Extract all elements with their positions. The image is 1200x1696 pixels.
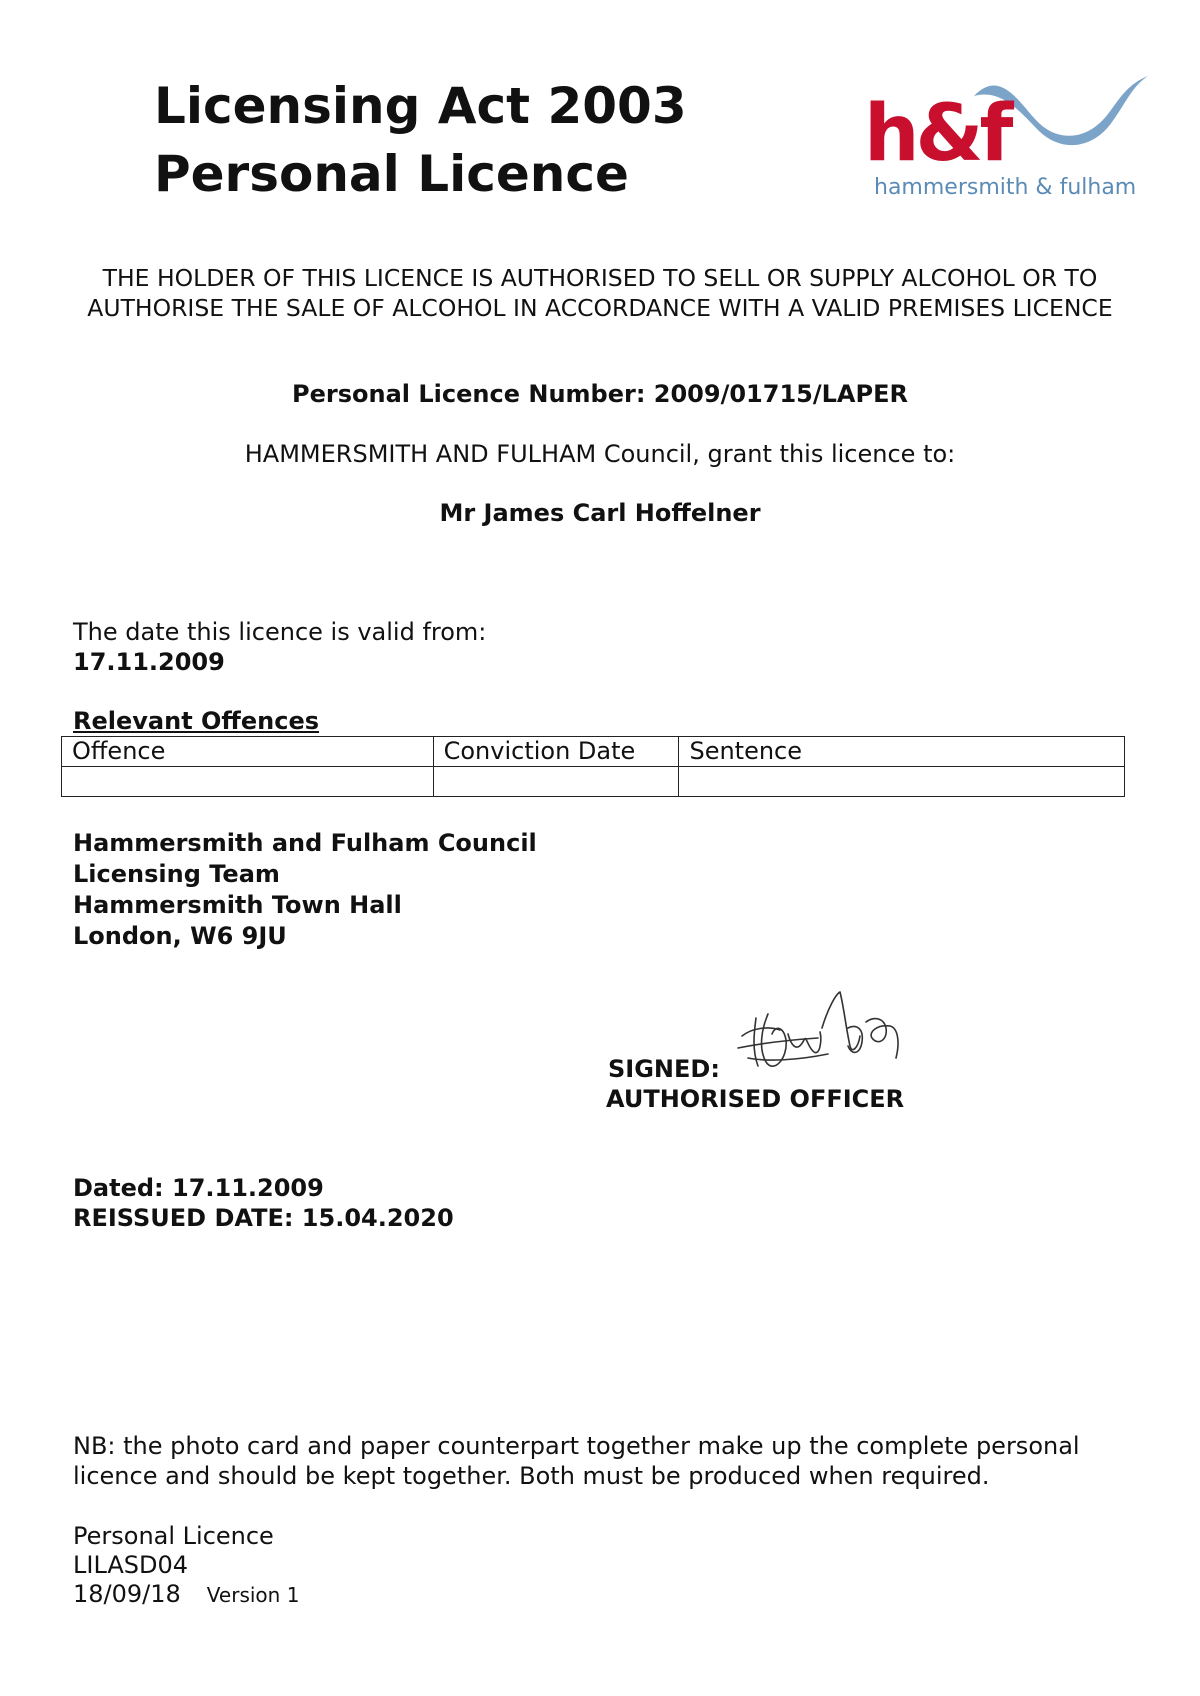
address-line-building: Hammersmith Town Hall (73, 891, 402, 919)
relevant-offences-table (61, 736, 1125, 797)
address-line-team: Licensing Team (73, 860, 280, 888)
footer-doc-name: Personal Licence (73, 1522, 274, 1550)
table-row (62, 767, 1125, 797)
logo-mark: h&f (864, 89, 1010, 179)
offences-header-row (62, 737, 1125, 767)
authorisation-statement: THE HOLDER OF THIS LICENCE IS AUTHORISED TO SELL OR SUPPLY ALCOHOL OR TO AUTHORISE THE SALE OF ALCOHOL IN ACCORDANCE WITH A VALID PREMISES LICENCE (87, 264, 1113, 322)
licence-holder-name: Mr James Carl Hoffelner (439, 499, 761, 527)
column-header-offence: Offence (62, 737, 434, 767)
officer-signature (728, 988, 908, 1078)
nb-note: NB: the photo card and paper counterpart together make up the complete personal licence and should be kept together. Both must be produced when required. (73, 1432, 1080, 1490)
address-line-city: London, W6 9JU (73, 922, 287, 950)
offence-cell (62, 767, 434, 797)
document-footer (73, 1522, 299, 1610)
title-line-licence: Personal Licence (154, 145, 629, 203)
conviction-date-cell (433, 767, 679, 797)
council-address (73, 828, 537, 952)
dated-line: Dated: 17.11.2009 (73, 1174, 324, 1202)
reissued-date-line: REISSUED DATE: 15.04.2020 (73, 1204, 454, 1232)
logo-name: hammersmith & fulham (874, 175, 1137, 200)
footer-date: 18/09/18 (73, 1580, 181, 1608)
authorised-officer-label: AUTHORISED OFFICER (606, 1085, 905, 1113)
column-header-sentence: Sentence (679, 737, 1125, 767)
valid-from-label: The date this licence is valid from: (73, 618, 487, 646)
date-block (73, 1173, 454, 1233)
licence-number: Personal Licence Number: 2009/01715/LAPER (292, 380, 908, 408)
column-header-conviction-date: Conviction Date (433, 737, 679, 767)
relevant-offences-heading: Relevant Offences (73, 707, 320, 735)
title-line-act: Licensing Act 2003 (154, 77, 687, 135)
grant-statement: HAMMERSMITH AND FULHAM Council, grant this licence to: (244, 440, 956, 468)
sentence-cell (679, 767, 1125, 797)
footer-date-version (73, 1580, 299, 1610)
document-title (154, 72, 687, 208)
address-line-council: Hammersmith and Fulham Council (73, 829, 537, 857)
valid-from-date: 17.11.2009 (73, 648, 225, 676)
footer-code: LILASD04 (73, 1551, 189, 1579)
footer-version: Version 1 (206, 1583, 300, 1607)
signed-label: SIGNED: (608, 1055, 720, 1083)
hammersmith-fulham-logo (862, 68, 1152, 203)
